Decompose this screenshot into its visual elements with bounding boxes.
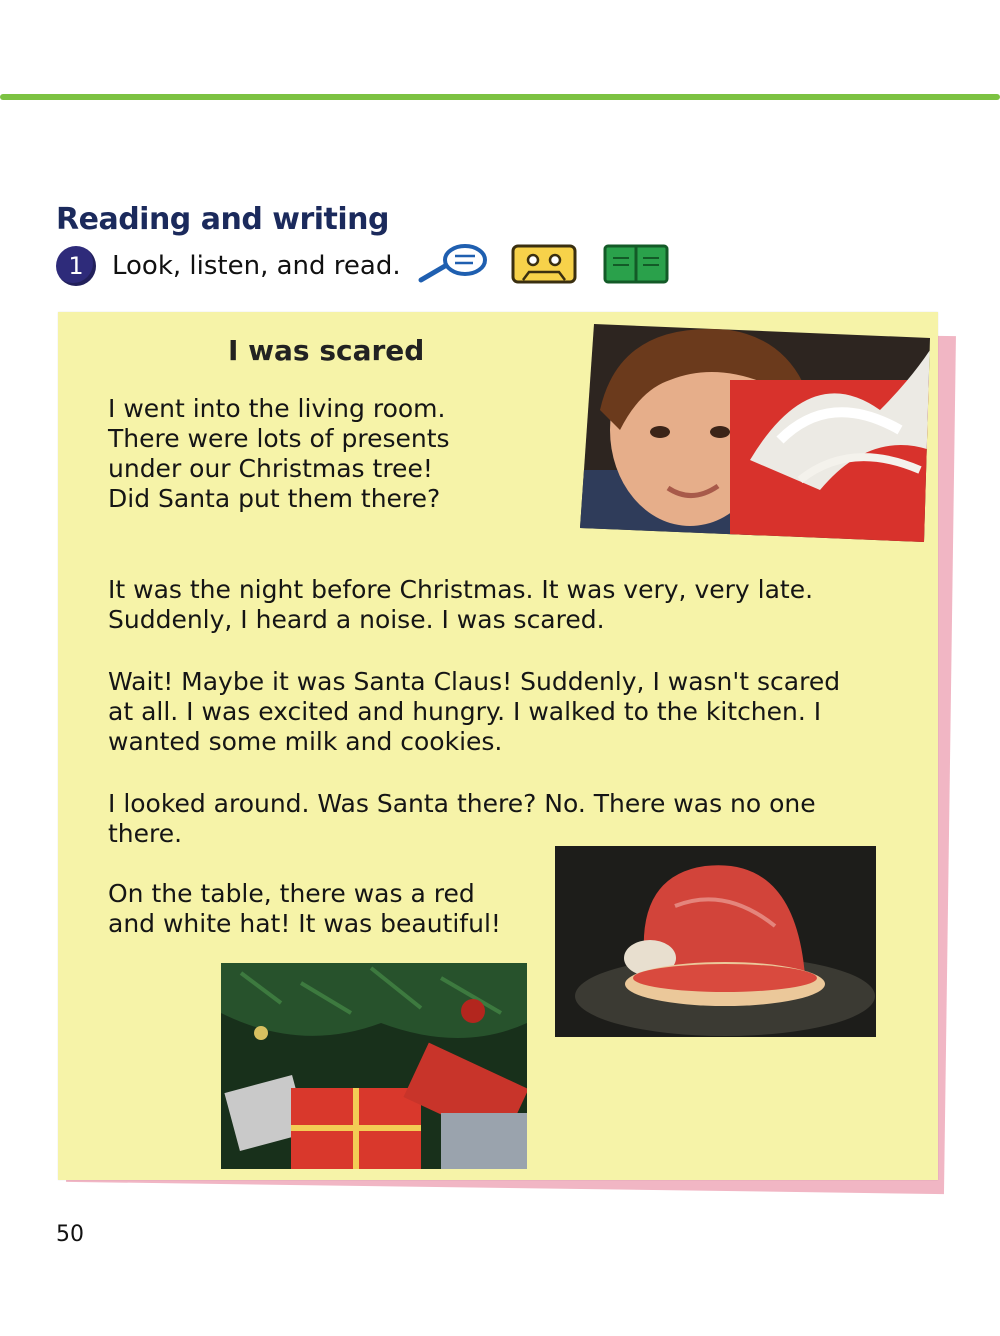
exercise-instruction-row <box>56 246 669 286</box>
book-icon <box>603 244 669 288</box>
paragraph-line: there. <box>108 819 183 848</box>
paragraph-line: It was the night before Christmas. It was very, very late. <box>108 575 814 604</box>
paragraph-line: I looked around. Was Santa there? No. There was no one <box>108 789 816 818</box>
santa-hat-photo <box>555 846 876 1041</box>
story-paragraph-1 <box>108 575 813 635</box>
story-paragraph-4 <box>108 879 501 939</box>
exercise-instruction: Look, listen, and read. <box>112 251 401 281</box>
poem-line: There were lots of presents <box>108 424 450 453</box>
poem-line: I went into the living room. <box>108 394 446 423</box>
paragraph-line: Suddenly, I heard a noise. I was scared. <box>108 605 605 634</box>
magnifier-icon <box>415 242 491 290</box>
top-green-rule <box>0 94 1000 100</box>
boy-with-present-photo <box>580 320 930 546</box>
story-paragraph-2 <box>108 667 840 757</box>
story-poem <box>108 394 450 514</box>
presents-under-tree-photo <box>221 963 527 1173</box>
poem-line: Did Santa put them there? <box>108 484 441 513</box>
paragraph-line: On the table, there was a red <box>108 879 475 908</box>
section-title: Reading and writing <box>56 202 389 237</box>
paragraph-line: Wait! Maybe it was Santa Claus! Suddenly, I wasn't scared <box>108 667 841 696</box>
cassette-icon <box>511 244 577 288</box>
page-number: 50 <box>56 1222 84 1247</box>
paragraph-line: and white hat! It was beautiful! <box>108 909 501 938</box>
poem-line: under our Christmas tree! <box>108 454 433 483</box>
exercise-number-badge: 1 <box>56 246 96 286</box>
story-paragraph-3 <box>108 789 816 849</box>
paragraph-line: wanted some milk and cookies. <box>108 727 503 756</box>
story-title: I was scared <box>228 334 425 367</box>
paragraph-line: at all. I was excited and hungry. I walked to the kitchen. I <box>108 697 822 726</box>
